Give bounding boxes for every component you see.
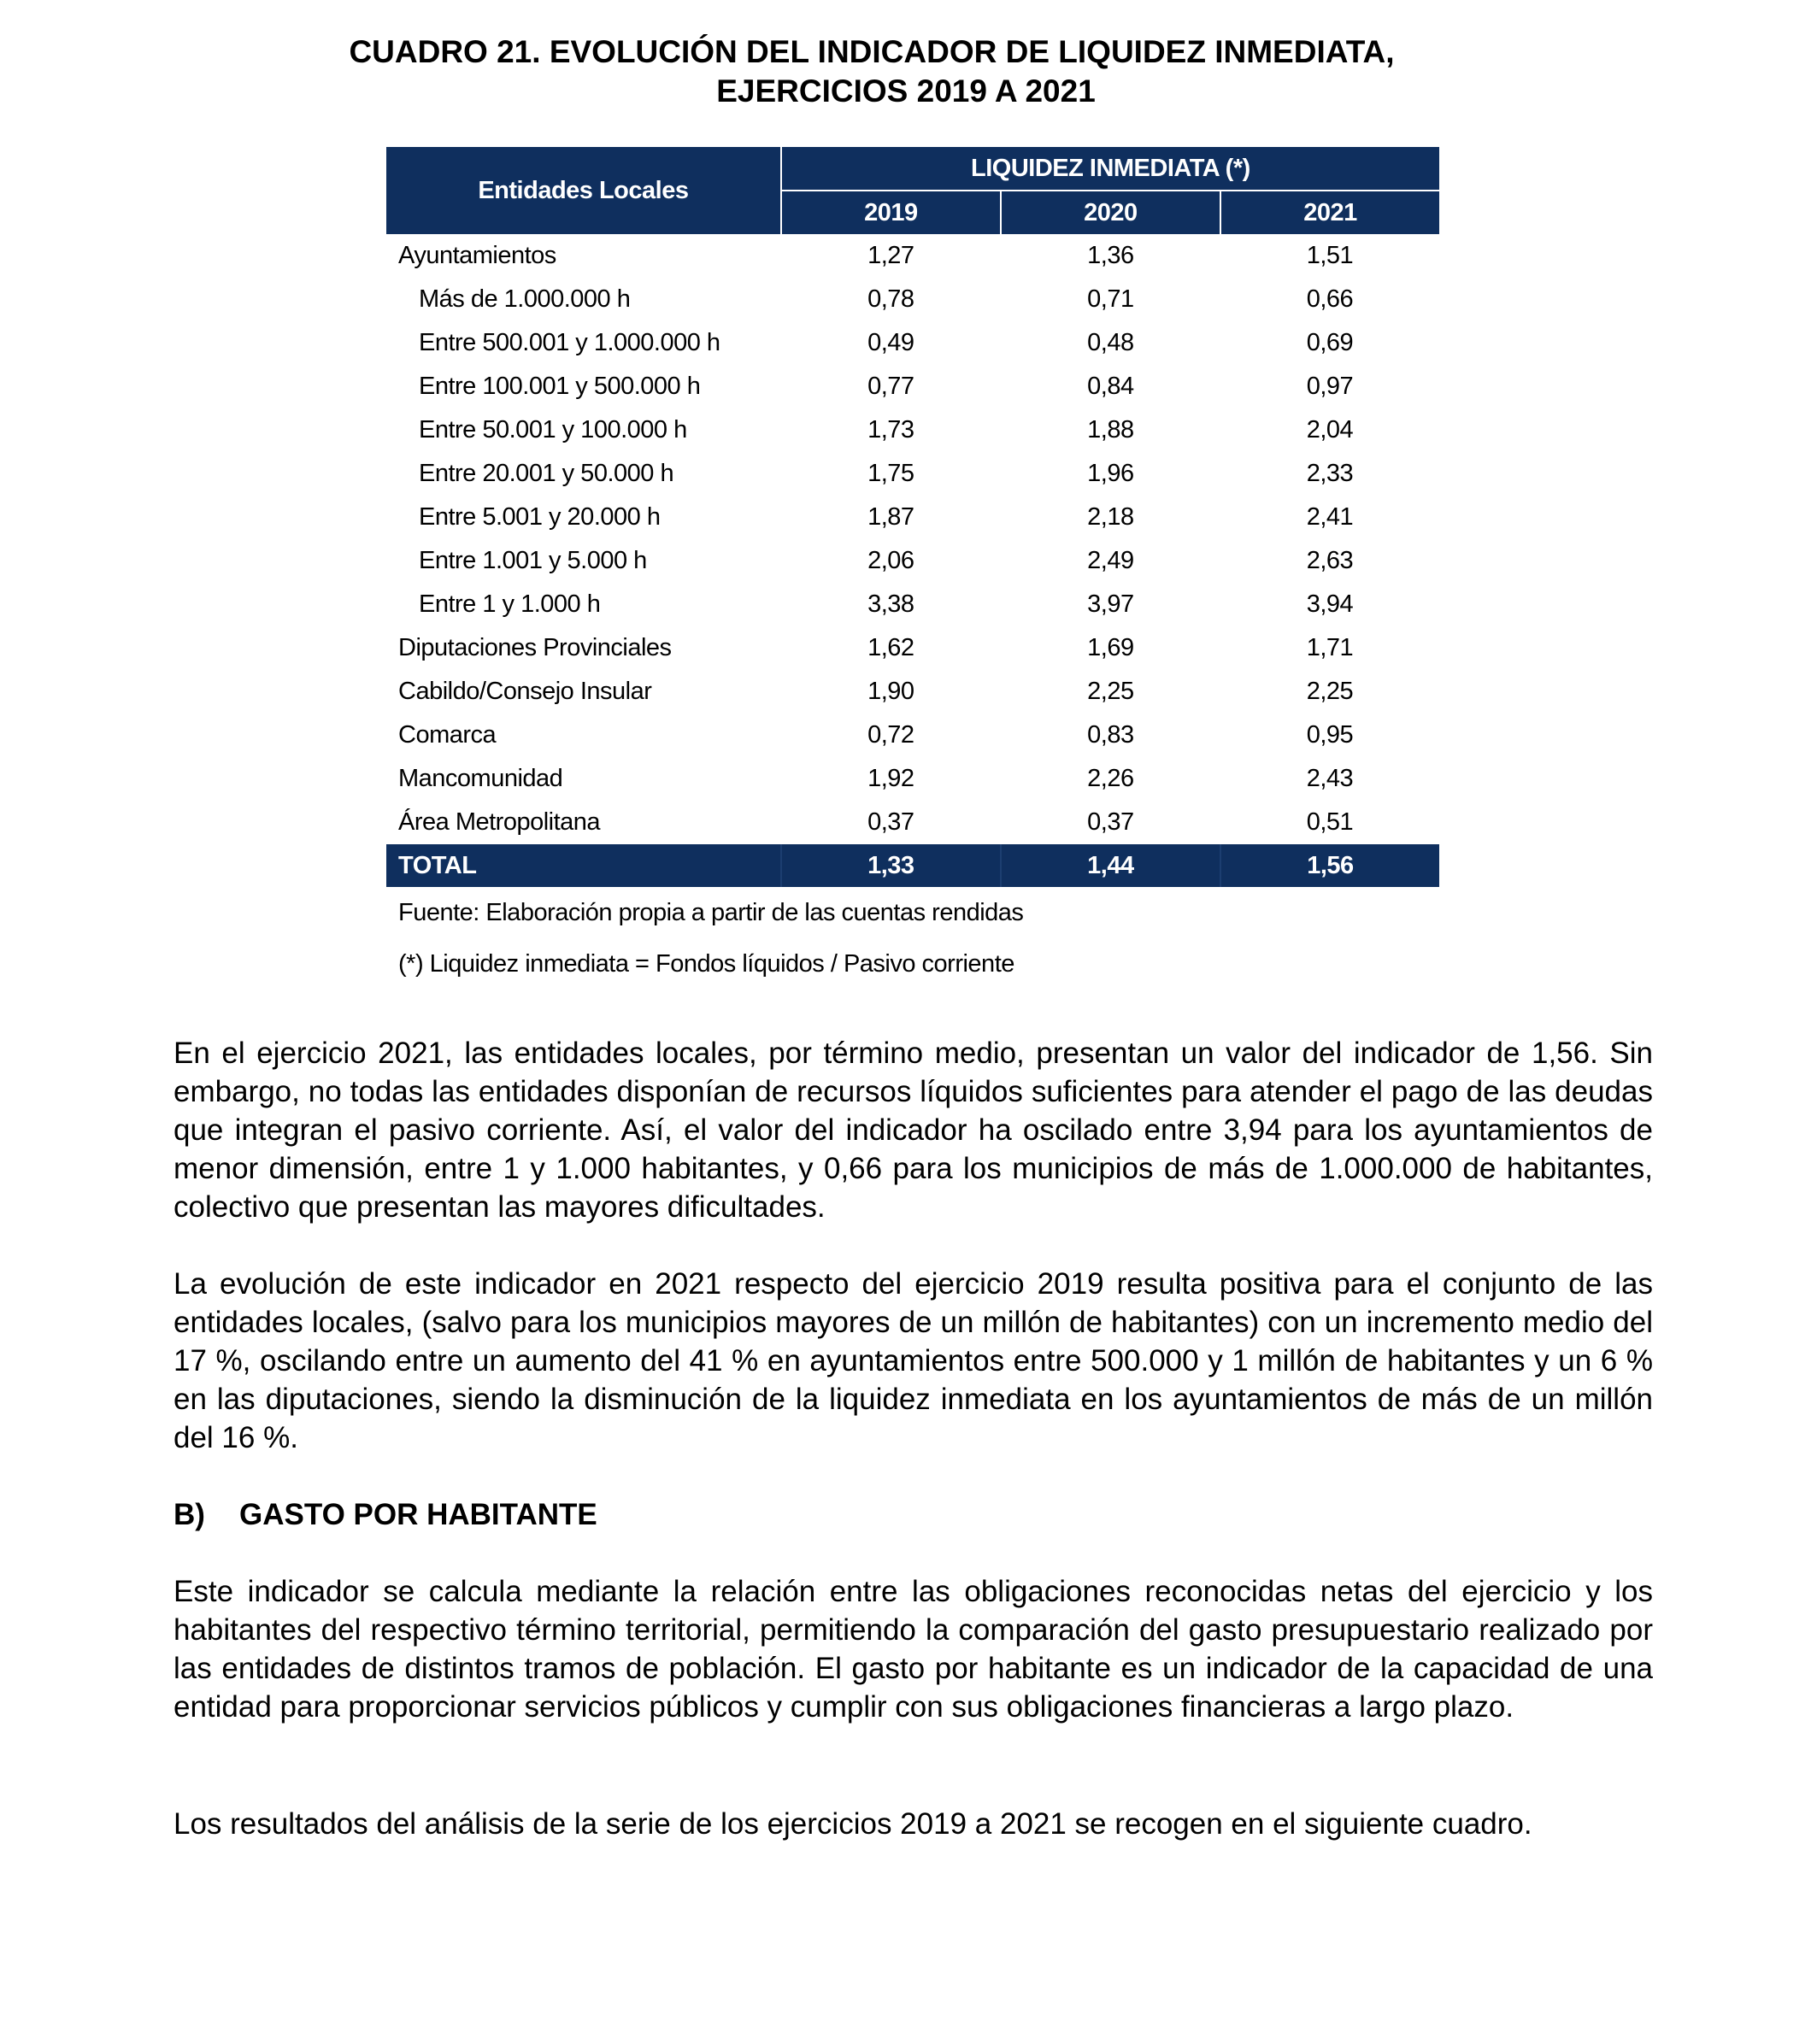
cell-2020: 2,18 (1087, 503, 1134, 531)
table-footnote: (*) Liquidez inmediata = Fondos líquidos / Pasivo corriente (398, 950, 1014, 978)
cell-2019: 2,06 (867, 547, 914, 574)
cell-2019: 0,77 (867, 373, 914, 400)
row-label: Entre 50.001 y 100.000 h (419, 416, 687, 443)
paragraph-1: En el ejercicio 2021, las entidades locales, por término medio, presentan un valor del indicador de 1,56. Sin embargo, no todas las entidades disponían de recursos líquidos suficientes para atender el pago de las deudas que integran el pasivo corriente. Así, el valor del indicador ha oscilado entre 3,94 para los ayuntamientos de menor dimensión, entre 1 y 1.000 habitantes, y 0,66 para los municipios de más de 1.000.000 de habitantes, colectivo que presentan las mayores dificultades. (173, 1037, 1653, 1224)
cell-2019: 1,73 (867, 416, 914, 443)
cell-2020: 0,48 (1087, 329, 1134, 356)
table-row (386, 234, 1439, 278)
row-label: Entre 1 y 1.000 h (419, 590, 601, 618)
section-heading (173, 1495, 597, 1534)
row-label: Diputaciones Provinciales (398, 634, 672, 661)
cell-2020: 0,84 (1087, 373, 1134, 400)
cell-2020: 1,96 (1087, 460, 1134, 487)
row-label: Entre 1.001 y 5.000 h (419, 547, 647, 574)
table-title-line1: CUADRO 21. EVOLUCIÓN DEL INDICADOR DE LIQUIDEZ INMEDIATA, (349, 34, 1395, 69)
cell-2021: 1,71 (1306, 634, 1354, 661)
total-2019: 1,33 (781, 844, 1001, 887)
section-heading-label: B) (173, 1498, 205, 1531)
table-row (386, 321, 1439, 365)
total-row (386, 844, 1439, 887)
cell-2019: 1,92 (867, 765, 914, 792)
table-row (386, 670, 1439, 714)
cell-2019: 1,87 (867, 503, 914, 531)
table-row (386, 801, 1439, 844)
cell-2019: 0,72 (867, 721, 914, 749)
table-source: Fuente: Elaboración propia a partir de las cuentas rendidas (398, 899, 1024, 926)
paragraph-4: Los resultados del análisis de la serie de los ejercicios 2019 a 2021 se recogen en el siguiente cuadro. (173, 1807, 1532, 1841)
row-label: Área Metropolitana (398, 808, 601, 836)
cell-2020: 2,49 (1087, 547, 1134, 574)
row-label: Entre 5.001 y 20.000 h (419, 503, 661, 531)
table-row (386, 452, 1439, 496)
liquidity-table-container (386, 147, 1439, 887)
cell-2020: 2,26 (1087, 765, 1134, 792)
cell-2020: 0,71 (1087, 285, 1134, 313)
cell-2021: 0,95 (1306, 721, 1354, 749)
table-notes (398, 897, 1023, 979)
table-row (386, 278, 1439, 321)
cell-2019: 0,49 (867, 329, 914, 356)
cell-2021: 2,41 (1306, 503, 1354, 531)
cell-2021: 0,97 (1306, 373, 1354, 400)
row-label: Más de 1.000.000 h (419, 285, 631, 313)
header-liquidity-group: LIQUIDEZ INMEDIATA (*) (781, 147, 1439, 191)
table-title-line2: EJERCICIOS 2019 A 2021 (716, 73, 1096, 109)
cell-2021: 0,51 (1306, 808, 1354, 836)
cell-2019: 1,75 (867, 460, 914, 487)
table-row (386, 408, 1439, 452)
cell-2019: 0,37 (867, 808, 914, 836)
cell-2021: 3,94 (1306, 590, 1354, 618)
cell-2021: 0,66 (1306, 285, 1354, 313)
cell-2021: 2,04 (1306, 416, 1354, 443)
liquidity-table (386, 147, 1439, 887)
row-label: Mancomunidad (398, 765, 563, 792)
paragraph-3: Este indicador se calcula mediante la relación entre las obligaciones reconocidas netas del ejercicio y los habitantes del respectivo término territorial, permitiendo la comparación del gasto presupuestario realizado por las entidades de distintos tramos de población. El gasto por habitante es un indicador de la capacidad de una entidad para proporcionar servicios públicos y cumplir con sus obligaciones financieras a largo plazo. (173, 1575, 1653, 1724)
cell-2019: 0,78 (867, 285, 914, 313)
cell-2020: 0,83 (1087, 721, 1134, 749)
cell-2021: 1,51 (1306, 242, 1354, 269)
section-heading-text: GASTO POR HABITANTE (239, 1498, 597, 1531)
cell-2021: 2,43 (1306, 765, 1354, 792)
row-label: Entre 500.001 y 1.000.000 h (419, 329, 720, 356)
table-title (171, 32, 1573, 111)
cell-2019: 3,38 (867, 590, 914, 618)
header-entities: Entidades Locales (386, 147, 781, 234)
cell-2021: 2,33 (1306, 460, 1354, 487)
table-row (386, 714, 1439, 757)
total-2020: 1,44 (1001, 844, 1220, 887)
cell-2020: 1,88 (1087, 416, 1134, 443)
cell-2020: 1,69 (1087, 634, 1134, 661)
total-2021: 1,56 (1220, 844, 1439, 887)
cell-2020: 1,36 (1087, 242, 1134, 269)
cell-2021: 2,63 (1306, 547, 1354, 574)
paragraph-2: La evolución de este indicador en 2021 respecto del ejercicio 2019 resulta positiva para el conjunto de las entidades locales, (salvo para los municipios mayores de un millón de habitantes) con un incremento medio del 17 %, oscilando entre un aumento del 41 % en ayuntamientos entre 500.000 y 1 millón de habitantes y un 6 % en las diputaciones, siendo la disminución de la liquidez inmediata en los ayuntamientos de más de un millón del 16 %. (173, 1267, 1653, 1454)
cell-2020: 3,97 (1087, 590, 1134, 618)
row-label: Cabildo/Consejo Insular (398, 678, 652, 705)
table-row (386, 626, 1439, 670)
table-row (386, 757, 1439, 801)
header-year-2020: 2020 (1001, 191, 1220, 234)
row-label: Ayuntamientos (398, 242, 556, 269)
row-label: Entre 100.001 y 500.000 h (419, 373, 701, 400)
header-year-2021: 2021 (1220, 191, 1439, 234)
cell-2021: 2,25 (1306, 678, 1354, 705)
cell-2019: 1,62 (867, 634, 914, 661)
header-year-2019: 2019 (781, 191, 1001, 234)
table-row (386, 365, 1439, 408)
total-label: TOTAL (386, 844, 781, 887)
table-row (386, 496, 1439, 539)
table-row (386, 539, 1439, 583)
cell-2019: 1,27 (867, 242, 914, 269)
cell-2020: 2,25 (1087, 678, 1134, 705)
cell-2021: 0,69 (1306, 329, 1354, 356)
cell-2020: 0,37 (1087, 808, 1134, 836)
row-label: Comarca (398, 721, 497, 749)
cell-2019: 1,90 (867, 678, 914, 705)
table-row (386, 583, 1439, 626)
row-label: Entre 20.001 y 50.000 h (419, 460, 674, 487)
